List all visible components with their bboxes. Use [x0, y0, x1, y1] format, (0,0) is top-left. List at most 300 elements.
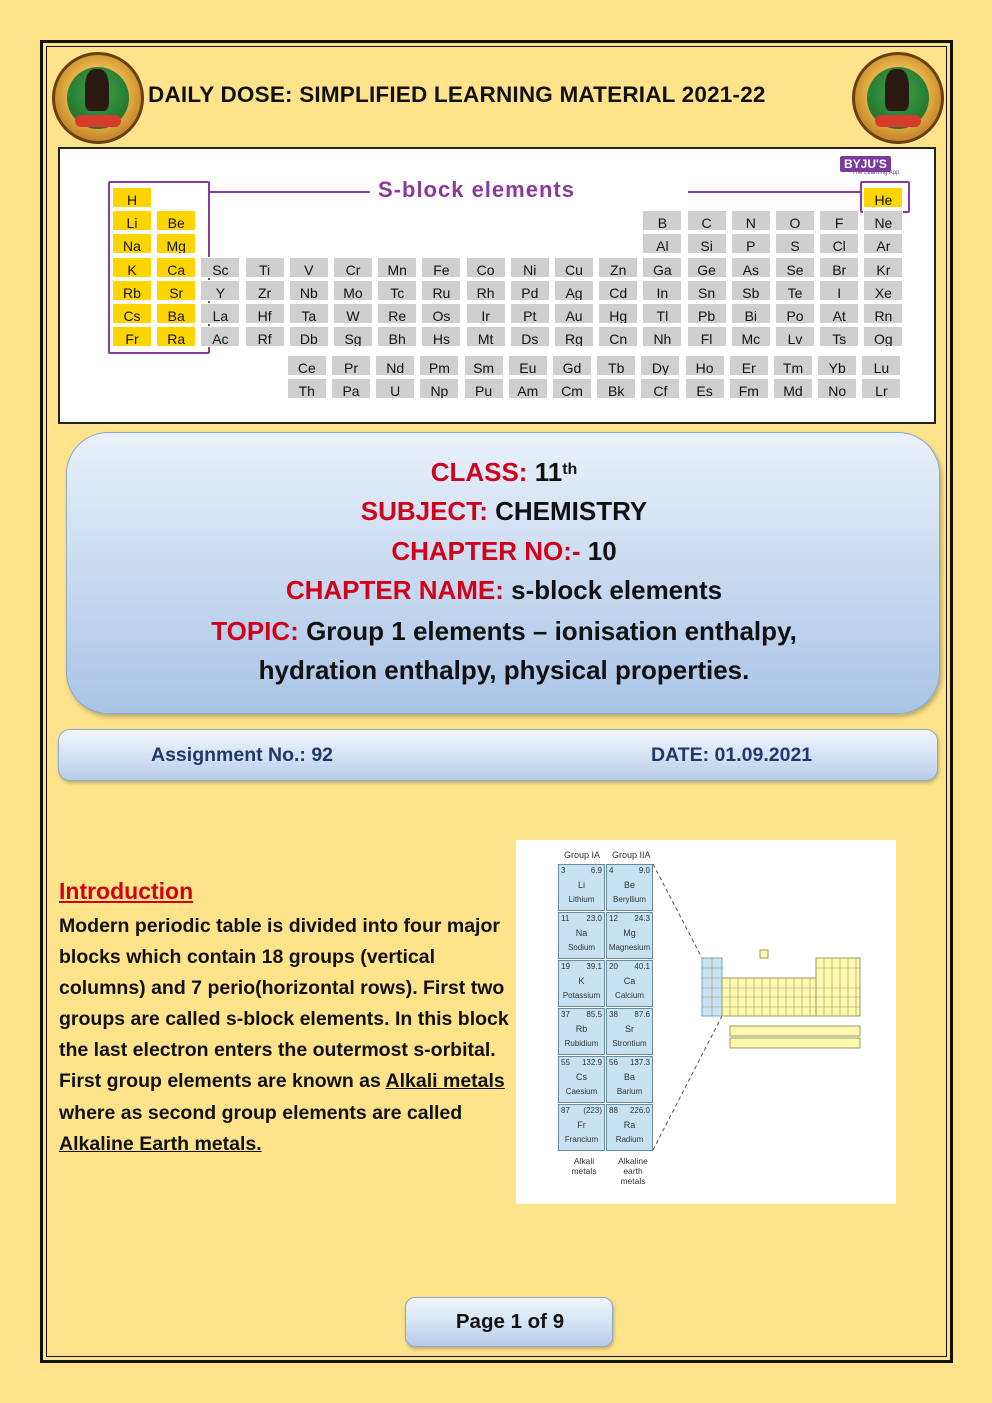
element-cell-re	[377, 303, 417, 324]
element-cell-pt	[510, 303, 550, 324]
figure-cell-name: Magnesium	[608, 943, 651, 952]
chapter-name-line: CHAPTER NAME: s-block elements	[285, 575, 723, 605]
page-number-box	[405, 1297, 613, 1347]
element-symbol: At	[832, 308, 846, 324]
figure-cell-z: 19	[561, 962, 570, 971]
element-symbol: Ti	[259, 261, 271, 278]
element-cell-la	[200, 303, 240, 324]
element-symbol: Db	[299, 331, 318, 348]
element-cell-mt	[466, 326, 506, 347]
element-cell-nd	[375, 355, 415, 376]
element-cell-ds	[510, 326, 550, 347]
element-cell-cu	[554, 257, 594, 278]
element-symbol: Zr	[257, 284, 272, 301]
element-cell-md	[773, 378, 813, 399]
element-cell-ca	[156, 257, 196, 278]
element-symbol: Gd	[562, 360, 582, 376]
element-cell-bi	[731, 303, 771, 324]
element-symbol: Md	[783, 383, 803, 399]
element-cell-te	[775, 280, 815, 301]
element-symbol: Rg	[565, 331, 583, 348]
figure-cell-sym: K	[578, 976, 585, 986]
element-symbol: Er	[741, 360, 756, 376]
alkali-metals-term: Alkali metals	[385, 1070, 505, 1093]
element-cell-ga	[642, 257, 682, 278]
element-symbol: V	[304, 261, 314, 278]
element-cell-cm	[552, 378, 592, 399]
element-cell-o	[775, 210, 815, 231]
figure-cell-name: Francium	[564, 1135, 599, 1144]
element-cell-fl	[687, 326, 727, 347]
element-symbol: Sm	[473, 360, 495, 376]
element-symbol: Rb	[123, 284, 141, 301]
element-cell-sm	[464, 355, 504, 376]
element-symbol: Ds	[521, 331, 539, 348]
figure-cell-sym: Fr	[577, 1120, 586, 1130]
element-symbol: Pb	[698, 308, 716, 324]
element-symbol: Th	[298, 383, 315, 399]
element-symbol: S	[790, 238, 800, 255]
figure-cell-z: 56	[609, 1058, 618, 1067]
element-cell-br	[819, 257, 859, 278]
periodic-table-image	[58, 147, 936, 424]
element-cell-ce	[287, 355, 327, 376]
element-symbol: Pa	[342, 383, 360, 399]
figure-cell-sym: Sr	[625, 1024, 634, 1034]
element-symbol: Cr	[345, 261, 361, 278]
element-cell-hg	[598, 303, 638, 324]
element-cell-as	[731, 257, 771, 278]
figure-cell-z: 38	[609, 1010, 618, 1019]
element-cell-rg	[554, 326, 594, 347]
element-cell-hf	[245, 303, 285, 324]
element-cell-cf	[640, 378, 680, 399]
figure-cell-z: 55	[561, 1058, 570, 1067]
element-symbol: Ga	[653, 261, 672, 278]
element-symbol: Nh	[653, 331, 672, 348]
element-cell-w	[333, 303, 373, 324]
element-cell-pr	[331, 355, 371, 376]
element-symbol: Ru	[432, 284, 451, 301]
element-cell-bh	[377, 326, 417, 347]
figure-cell-mass: 23.0	[586, 914, 602, 923]
element-cell-mc	[731, 326, 771, 347]
element-cell-v	[289, 257, 329, 278]
figure-cell-sym: Mg	[623, 928, 636, 938]
element-cell-sn	[687, 280, 727, 301]
element-cell-na	[112, 233, 152, 254]
element-cell-ir	[466, 303, 506, 324]
element-symbol: Cd	[609, 284, 628, 301]
element-symbol: Pm	[428, 360, 450, 376]
element-symbol: Rf	[257, 331, 272, 348]
element-symbol: Hg	[609, 308, 628, 324]
element-symbol: Ni	[523, 261, 537, 278]
element-symbol: C	[701, 215, 712, 232]
figure-cell-sym: Cs	[576, 1072, 587, 1082]
element-symbol: Si	[700, 238, 713, 255]
figure-cell-mass: 6.9	[590, 866, 602, 875]
element-symbol: He	[874, 192, 893, 208]
element-symbol: Zn	[610, 261, 627, 278]
figure-cell-sym: Be	[623, 880, 635, 890]
topic-line: TOPIC: Group 1 elements – ionisation enthalpy,	[211, 616, 797, 646]
element-cell-sb	[731, 280, 771, 301]
header-title: DAILY DOSE: SIMPLIFIED LEARNING MATERIAL 2021-22	[148, 82, 766, 107]
element-symbol: Al	[656, 238, 669, 255]
element-symbol: Os	[432, 308, 451, 324]
figure-cell-z: 87	[561, 1106, 570, 1115]
element-cell-ne	[863, 210, 903, 231]
element-cell-h	[112, 187, 152, 208]
figure-cell-name: Sodium	[567, 943, 596, 952]
element-symbol: Sr	[169, 284, 184, 301]
figure-cell-name: Calcium	[615, 991, 644, 1000]
figure-cell-z: 20	[609, 962, 618, 971]
figure-cell-mass: (223)	[583, 1106, 602, 1115]
element-cell-p	[731, 233, 771, 254]
figure-cell-name: Lithium	[568, 895, 595, 904]
element-cell-np	[419, 378, 459, 399]
element-symbol: Lv	[787, 331, 803, 348]
element-symbol: Ir	[481, 308, 490, 324]
element-symbol: Sb	[742, 284, 760, 301]
element-cell-cl	[819, 233, 859, 254]
element-cell-cd	[598, 280, 638, 301]
element-cell-fe	[421, 257, 461, 278]
element-cell-c	[687, 210, 727, 231]
element-cell-pb	[687, 303, 727, 324]
element-cell-cn	[598, 326, 638, 347]
element-symbol: Mc	[741, 331, 761, 348]
s-block-figure	[516, 840, 896, 1204]
element-symbol: Eu	[519, 360, 537, 376]
element-symbol: Yb	[828, 360, 846, 376]
element-cell-tc	[377, 280, 417, 301]
element-cell-y	[200, 280, 240, 301]
title-rule-right	[688, 191, 860, 193]
element-symbol: La	[212, 308, 229, 324]
figure-cell-z: 88	[609, 1106, 618, 1115]
element-symbol: Tl	[656, 308, 669, 324]
figure-cell-mass: 39.1	[586, 962, 602, 971]
element-cell-ar	[863, 233, 903, 254]
element-symbol: Og	[874, 331, 893, 348]
element-cell-pm	[419, 355, 459, 376]
element-symbol: Fl	[700, 331, 713, 348]
element-cell-co	[466, 257, 506, 278]
element-symbol: Mt	[477, 331, 494, 348]
topic-line-2: hydration enthalpy, physical properties.	[258, 655, 750, 685]
element-symbol: K	[127, 261, 137, 278]
element-symbol: Ta	[301, 308, 317, 324]
school-logo-right	[852, 52, 944, 144]
figure-cell-sym: Ca	[623, 976, 636, 986]
element-symbol: Pt	[523, 308, 537, 324]
element-cell-rh	[466, 280, 506, 301]
element-symbol: Be	[167, 215, 185, 232]
element-cell-fm	[729, 378, 769, 399]
element-cell-ag	[554, 280, 594, 301]
element-symbol: Te	[787, 284, 803, 301]
element-symbol: Hf	[257, 308, 272, 324]
element-symbol: Mg	[166, 238, 186, 255]
element-cell-ra	[156, 326, 196, 347]
element-symbol: Ca	[167, 261, 186, 278]
element-symbol: Lr	[875, 383, 888, 399]
element-symbol: Fr	[125, 331, 139, 348]
element-cell-mn	[377, 257, 417, 278]
element-cell-nh	[642, 326, 682, 347]
element-cell-si	[687, 233, 727, 254]
element-cell-in	[642, 280, 682, 301]
figure-cell-sym: Na	[575, 928, 588, 938]
element-symbol: Cf	[653, 383, 668, 399]
element-cell-au	[554, 303, 594, 324]
element-cell-ge	[687, 257, 727, 278]
figure-cell-z: 37	[561, 1010, 570, 1019]
element-cell-zr	[245, 280, 285, 301]
element-cell-rb	[112, 280, 152, 301]
element-symbol: Co	[476, 261, 495, 278]
element-cell-b	[642, 210, 682, 231]
element-cell-og	[863, 326, 903, 347]
element-symbol: P	[746, 238, 756, 255]
element-symbol: Ar	[876, 238, 891, 255]
element-cell-fr	[112, 326, 152, 347]
element-symbol: Ag	[565, 284, 583, 301]
figure-cell-name: Potassium	[562, 991, 601, 1000]
element-symbol: Np	[430, 383, 449, 399]
element-cell-be	[156, 210, 196, 231]
element-cell-mg	[156, 233, 196, 254]
element-symbol: Sg	[344, 331, 362, 348]
element-cell-es	[685, 378, 725, 399]
element-cell-pu	[464, 378, 504, 399]
brand-tagline: The Learning App	[852, 170, 900, 176]
element-cell-xe	[863, 280, 903, 301]
assignment-bar	[58, 729, 938, 781]
figure-cell-name: Rubidium	[564, 1039, 599, 1048]
element-symbol: Nd	[386, 360, 405, 376]
element-cell-db	[289, 326, 329, 347]
element-cell-ac	[200, 326, 240, 347]
figure-cell-mass: 85.5	[586, 1010, 602, 1019]
figure-cell-mass: 40.1	[634, 962, 650, 971]
figure-cell-sym: Ra	[623, 1120, 636, 1130]
group1-heading: Group IA	[564, 850, 601, 860]
figure-cell-name: Caesium	[565, 1087, 598, 1096]
element-symbol: Rh	[476, 284, 495, 301]
element-cell-hs	[421, 326, 461, 347]
element-cell-kr	[863, 257, 903, 278]
element-symbol: Ts	[832, 331, 847, 348]
element-symbol: Cn	[609, 331, 628, 348]
figure-cell-z: 4	[609, 866, 614, 875]
element-cell-sc	[200, 257, 240, 278]
element-cell-pa	[331, 378, 371, 399]
element-cell-tl	[642, 303, 682, 324]
element-symbol: B	[657, 215, 668, 232]
element-cell-lu	[861, 355, 901, 376]
element-symbol: Pd	[521, 284, 539, 301]
element-symbol: Li	[126, 215, 138, 232]
element-cell-ti	[245, 257, 285, 278]
element-symbol: Cs	[123, 308, 141, 324]
element-symbol: Ge	[697, 261, 716, 278]
element-symbol: Hs	[432, 331, 450, 348]
element-cell-he	[863, 187, 903, 208]
assignment-number: Assignment No.: 92	[151, 744, 334, 766]
figure-cell-sym: Rb	[575, 1024, 588, 1034]
element-symbol: Ho	[695, 360, 714, 376]
element-symbol: Y	[215, 284, 226, 301]
element-symbol: Ba	[167, 308, 185, 324]
element-cell-mo	[333, 280, 373, 301]
element-cell-k	[112, 257, 152, 278]
figure-cell-mass: 226.0	[629, 1106, 650, 1115]
introduction-heading: Introduction	[59, 878, 194, 904]
element-symbol: Bh	[388, 331, 406, 348]
element-cell-al	[642, 233, 682, 254]
group2-heading: Group IIA	[612, 850, 651, 860]
class-info-panel	[66, 432, 940, 714]
element-symbol: As	[742, 261, 759, 278]
element-symbol: N	[745, 215, 756, 232]
element-symbol: Se	[786, 261, 804, 278]
element-symbol: Ac	[212, 331, 229, 348]
element-cell-gd	[552, 355, 592, 376]
element-cell-dy	[640, 355, 680, 376]
figure-cell-z: 11	[561, 914, 570, 923]
element-cell-zn	[598, 257, 638, 278]
element-cell-bk	[596, 378, 636, 399]
figure-cell-name: Radium	[615, 1135, 644, 1144]
element-symbol: Nb	[299, 284, 318, 301]
element-symbol: Fm	[738, 383, 759, 399]
figure-cell-mass: 137.3	[629, 1058, 650, 1067]
element-cell-u	[375, 378, 415, 399]
figure-cell-z: 12	[609, 914, 618, 923]
element-cell-yb	[817, 355, 857, 376]
chapter-no-line: CHAPTER NO:- 10	[391, 536, 617, 566]
element-cell-os	[421, 303, 461, 324]
element-symbol: U	[390, 383, 401, 399]
brand-logo: BYJU'S	[840, 156, 891, 172]
element-cell-f	[819, 210, 859, 231]
element-symbol: Mo	[343, 284, 363, 301]
element-cell-i	[819, 280, 859, 301]
element-cell-eu	[508, 355, 548, 376]
element-cell-at	[819, 303, 859, 324]
element-symbol: Dy	[651, 360, 669, 376]
element-symbol: Br	[832, 261, 847, 278]
element-symbol: Xe	[874, 284, 892, 301]
element-symbol: Au	[565, 308, 583, 324]
subject-line: SUBJECT: CHEMISTRY	[360, 496, 648, 526]
element-cell-ru	[421, 280, 461, 301]
element-symbol: Sc	[212, 261, 229, 278]
assignment-date: DATE: 01.09.2021	[651, 744, 813, 766]
alkaline-earth-term: Alkaline Earth metals.	[59, 1132, 262, 1155]
element-symbol: No	[828, 383, 847, 399]
school-logo-left	[52, 52, 144, 144]
figure-cell-mass: 132.9	[581, 1058, 602, 1067]
element-symbol: Po	[786, 308, 804, 324]
element-cell-sg	[333, 326, 373, 347]
element-symbol: Am	[517, 383, 539, 399]
element-symbol: Fe	[433, 261, 450, 278]
element-symbol: Re	[388, 308, 407, 324]
group1-footer: Alkali metals	[571, 1156, 597, 1176]
element-cell-th	[287, 378, 327, 399]
figure-cell-name: Barium	[616, 1087, 643, 1096]
element-cell-se	[775, 257, 815, 278]
element-symbol: Pr	[344, 360, 358, 376]
element-cell-cr	[333, 257, 373, 278]
element-symbol: F	[834, 215, 844, 232]
element-symbol: Ce	[297, 360, 316, 376]
element-cell-cs	[112, 303, 152, 324]
element-cell-li	[112, 210, 152, 231]
element-cell-tm	[773, 355, 813, 376]
element-symbol: H	[126, 192, 138, 208]
element-symbol: O	[789, 215, 801, 232]
element-symbol: Es	[696, 383, 713, 399]
periodic-table-title: S-block elements	[378, 177, 575, 202]
element-symbol: Rn	[874, 308, 893, 324]
figure-cell-name: Beryllium	[613, 895, 646, 904]
element-symbol: Tb	[608, 360, 625, 376]
figure-cell-mass: 24.3	[634, 914, 650, 923]
element-symbol: Cm	[561, 383, 583, 399]
element-symbol: Kr	[876, 261, 891, 278]
element-symbol: Ra	[167, 331, 186, 348]
element-cell-nb	[289, 280, 329, 301]
element-cell-rn	[863, 303, 903, 324]
element-cell-ba	[156, 303, 196, 324]
element-cell-er	[729, 355, 769, 376]
element-symbol: Cl	[832, 238, 846, 255]
element-symbol: Cu	[565, 261, 583, 278]
element-cell-no	[817, 378, 857, 399]
element-symbol: Bi	[744, 308, 758, 324]
element-cell-po	[775, 303, 815, 324]
element-cell-tb	[596, 355, 636, 376]
element-cell-sr	[156, 280, 196, 301]
element-symbol: Tm	[782, 360, 804, 376]
element-cell-ho	[685, 355, 725, 376]
element-cell-ts	[819, 326, 859, 347]
element-cell-lr	[861, 378, 901, 399]
element-symbol: Tc	[390, 284, 405, 301]
element-cell-n	[731, 210, 771, 231]
element-symbol: Sn	[698, 284, 716, 301]
figure-lines	[516, 840, 896, 1204]
element-symbol: Ne	[874, 215, 893, 232]
figure-cell-name: Strontium	[612, 1039, 647, 1048]
figure-cell-sym: Li	[577, 880, 585, 890]
element-cell-pd	[510, 280, 550, 301]
element-symbol: Lu	[873, 360, 890, 376]
figure-cell-sym: Ba	[623, 1072, 635, 1082]
element-symbol: Na	[123, 238, 141, 255]
group2-footer: Alkaline earth metals	[618, 1156, 648, 1186]
element-symbol: W	[346, 308, 360, 324]
element-symbol: In	[656, 284, 669, 301]
figure-cell-z: 3	[561, 866, 566, 875]
element-symbol: Pu	[475, 383, 493, 399]
